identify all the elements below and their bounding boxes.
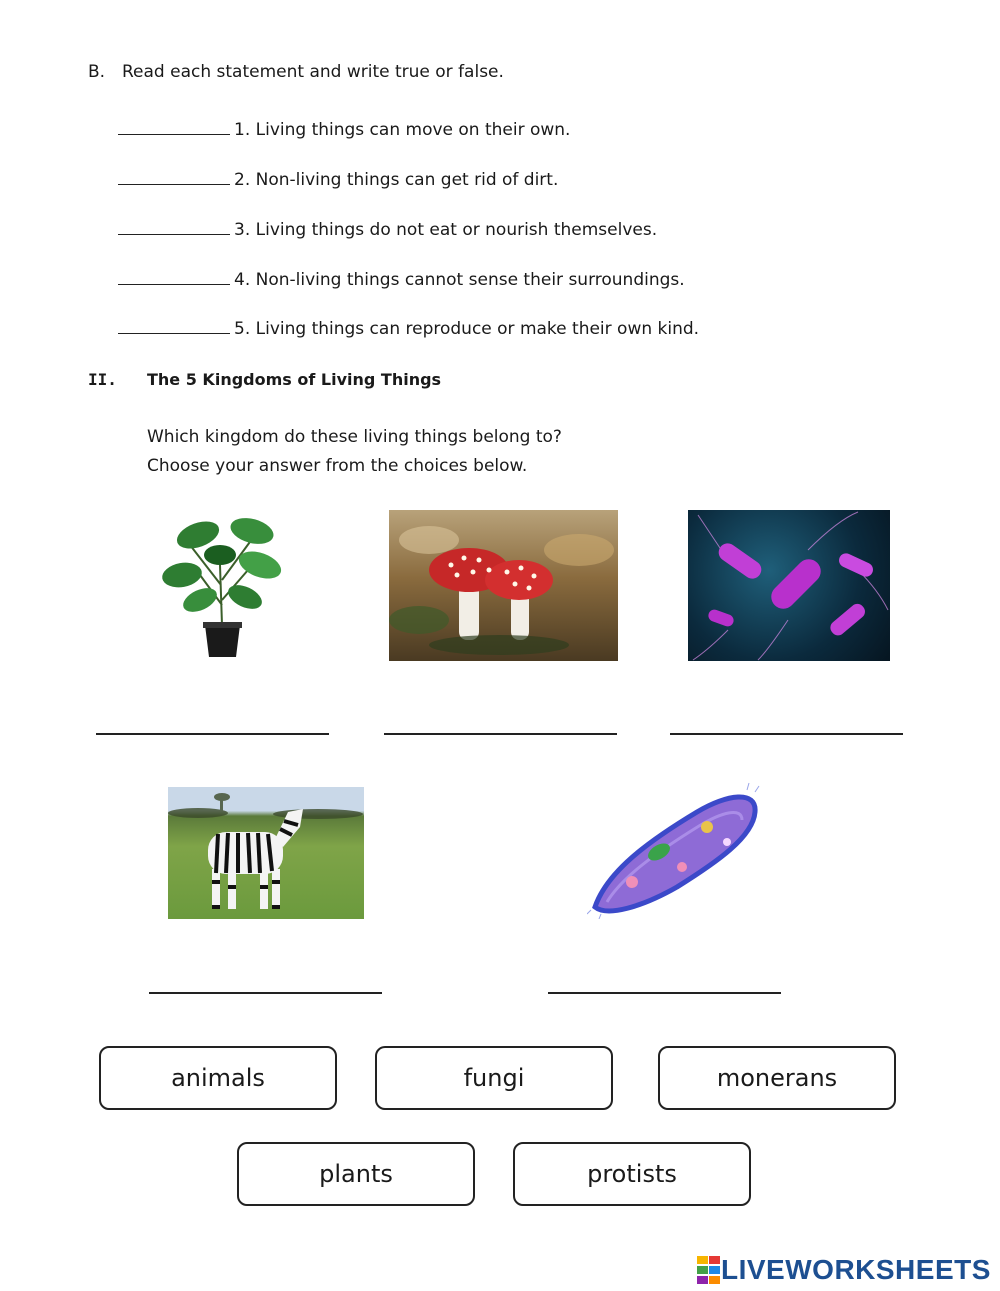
statement-text: 2. Non-living things can get rid of dirt. bbox=[234, 170, 559, 190]
zebra-image bbox=[168, 787, 364, 919]
section-2-numeral: II. bbox=[88, 370, 117, 389]
section-b-letter: B. bbox=[88, 62, 106, 82]
section-b-instruction: Read each statement and write true or false. bbox=[122, 62, 504, 82]
statement-text: 3. Living things do not eat or nourish themselves. bbox=[234, 220, 658, 240]
mushroom-image bbox=[389, 510, 618, 661]
choice-monerans[interactable]: monerans bbox=[658, 1046, 896, 1110]
protist-image bbox=[587, 782, 763, 919]
answer-blank[interactable] bbox=[118, 319, 230, 334]
logo-text: LIVEWORKSHEETS bbox=[721, 1254, 991, 1285]
bacteria-image bbox=[688, 510, 890, 661]
statement-row bbox=[118, 170, 558, 190]
answer-blank[interactable] bbox=[118, 220, 230, 235]
liveworksheets-logo bbox=[697, 1255, 991, 1285]
choice-protists[interactable]: protists bbox=[513, 1142, 751, 1206]
statement-row bbox=[118, 270, 685, 290]
statement-text: 1. Living things can move on their own. bbox=[234, 120, 571, 140]
kingdom-answer-line[interactable] bbox=[96, 733, 329, 735]
answer-blank[interactable] bbox=[118, 270, 230, 285]
logo-blocks-icon bbox=[697, 1256, 721, 1284]
kingdom-answer-line[interactable] bbox=[548, 992, 781, 994]
question-line-2: Choose your answer from the choices below. bbox=[147, 456, 528, 476]
choice-plants[interactable]: plants bbox=[237, 1142, 475, 1206]
statement-row bbox=[118, 220, 657, 240]
question-line-1: Which kingdom do these living things belong to? bbox=[147, 427, 562, 447]
plant-image bbox=[160, 505, 285, 665]
kingdom-answer-line[interactable] bbox=[670, 733, 903, 735]
answer-blank[interactable] bbox=[118, 170, 230, 185]
statement-text: 4. Non-living things cannot sense their surroundings. bbox=[234, 270, 685, 290]
kingdom-answer-line[interactable] bbox=[384, 733, 617, 735]
kingdom-answer-line[interactable] bbox=[149, 992, 382, 994]
statement-text: 5. Living things can reproduce or make their own kind. bbox=[234, 319, 700, 339]
choice-fungi[interactable]: fungi bbox=[375, 1046, 613, 1110]
choice-animals[interactable]: animals bbox=[99, 1046, 337, 1110]
statement-row bbox=[118, 120, 570, 140]
statement-row bbox=[118, 319, 699, 339]
section-2-title: The 5 Kingdoms of Living Things bbox=[147, 370, 442, 389]
answer-blank[interactable] bbox=[118, 120, 230, 135]
